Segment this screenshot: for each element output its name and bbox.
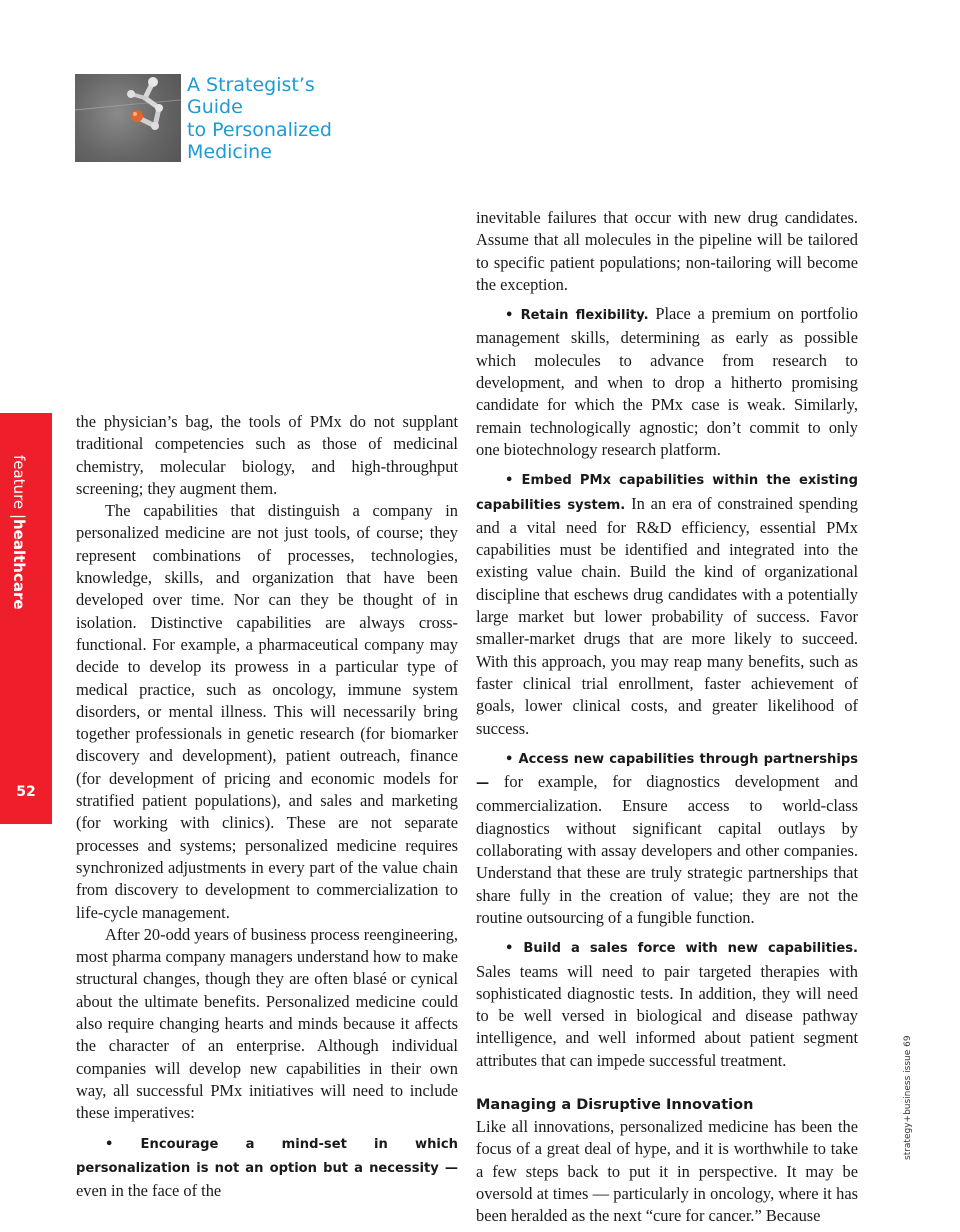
molecule-model-image bbox=[75, 74, 181, 162]
title-line: Guide bbox=[187, 96, 243, 119]
section-label-separator: | bbox=[10, 513, 28, 519]
section-label bbox=[10, 455, 28, 610]
bullet-item bbox=[476, 747, 858, 929]
bullet-text: for example, for diagnostics development and commercialization. Ensure access to world-class diagnostics without significant capital outlays by collaborating with assay developers and other companies. Understand that these are truly strategic partnerships that share fully in the creation of value; they are not the routine outsourcing of a fungible function. bbox=[476, 772, 858, 927]
section-heading: Managing a Disruptive Innovation bbox=[476, 1096, 754, 1113]
bullet-lead: • Retain flexibility. bbox=[505, 308, 649, 324]
paragraph: After 20-odd years of business process reengineering, most pharma company managers understand how to make structural changes, though they are often blasé or cynical about the ultimate benefits. Personalized medicine could also require changing hearts and minds because it affects the character of an enterprise. Although individual companies will develop new capabilities in their own way, all successful PMx initiatives will need to include these imperatives: bbox=[76, 924, 458, 1123]
bullet-item bbox=[76, 1132, 458, 1203]
publication-footer: strategy+business issue 69 bbox=[903, 1035, 913, 1160]
paragraph: Like all innovations, personalized medicine has been the focus of a great deal of hype, and it is worthwhile to take a few steps back to put it in perspective. It may be oversold at times — particularly in oncology, where it has been heralded as the next “cure for cancer.” Because bbox=[476, 1116, 858, 1226]
bullet-text: Sales teams will need to pair targeted therapies with sophisticated diagnostic tests. In addition, they will need to be well versed in biological and disease pathway intelligence, and well informed about patient segment attributes that can impede successful treatment. bbox=[476, 961, 858, 1070]
section-label-healthcare: healthcare bbox=[10, 519, 28, 610]
bullet-lead: • Embed PMx capabilities within the existing capabilities system. bbox=[476, 473, 858, 513]
title-line: A Strategist’s bbox=[187, 74, 315, 96]
bullet-lead: • Access new capabilities through partnerships — bbox=[476, 751, 858, 792]
bullet-item bbox=[476, 303, 858, 461]
bullet-lead: • Encourage a mind-set in which personalization is not an option but a necessity — bbox=[76, 1136, 458, 1176]
bullet-item bbox=[476, 468, 858, 740]
left-column bbox=[76, 411, 458, 1202]
bullet-text: even in the face of the bbox=[76, 1181, 222, 1201]
title-line: to Personalized bbox=[187, 118, 332, 141]
bullet-text: In an era of constrained spending and a vital need for R&D efficiency, essential PMx capabilities must be identified and integrated into the existing value chain. Build the kind of organizational discipline that eschews drug candidates with a potentially large market but lower probability of success. Favor smaller-market drugs that are more likely to succeed. With this approach, you may reap many benefits, such as faster clinical trial enrollment, faster achievement of goals, lower clinical costs, and greater likelihood of success. bbox=[476, 493, 858, 738]
page-number: 52 bbox=[16, 784, 36, 800]
bullet-text: Place a premium on portfolio management skills, determining as early as possible which molecules to advance from research to development, and when to drop a hitherto promising candidate for which the PMx case is weak. Similarly, remain technologically agnostic; don’t commit to only one biotechnology research platform. bbox=[476, 304, 858, 459]
paragraph: the physician’s bag, the tools of PMx do not supplant traditional competencies such as those of medicinal chemistry, molecular biology, and high-throughput screening; they augment them. bbox=[76, 412, 458, 498]
paragraph: inevitable failures that occur with new drug candidates. Assume that all molecules in the pipeline will be tailored to specific patient populations; non-tailoring will become the exception. bbox=[476, 208, 858, 294]
section-label-feature: feature bbox=[10, 455, 28, 510]
bullet-lead: • Build a sales force with new capabilities. bbox=[505, 941, 858, 957]
bullet-item bbox=[476, 936, 858, 1072]
right-column bbox=[476, 207, 858, 1227]
title-line: Medicine bbox=[187, 140, 272, 163]
article-title bbox=[187, 74, 407, 163]
paragraph: The capabilities that distinguish a company in personalized medicine are not just tools, of course; they represent combinations of processes, technologies, knowledge, skills, and organization that have been developed over time. Nor can they be thought of in isolation. Distinctive capabilities are always cross-functional. For example, a pharmaceutical company may decide to develop its prowess in a particular type of medical practice, such as oncology, immune system disorders, or mental illness. This will necessarily bring together professionals in genetic research (for biomarker discovery and development), patient outreach, finance (for development of pricing and economic models for stratified patient populations), and sales and marketing (for working with clinics). These are not separate processes and systems; personalized medicine requires synchronized adjustments in every part of the value chain from discovery to development to commercialization to life-cycle management. bbox=[76, 501, 458, 922]
